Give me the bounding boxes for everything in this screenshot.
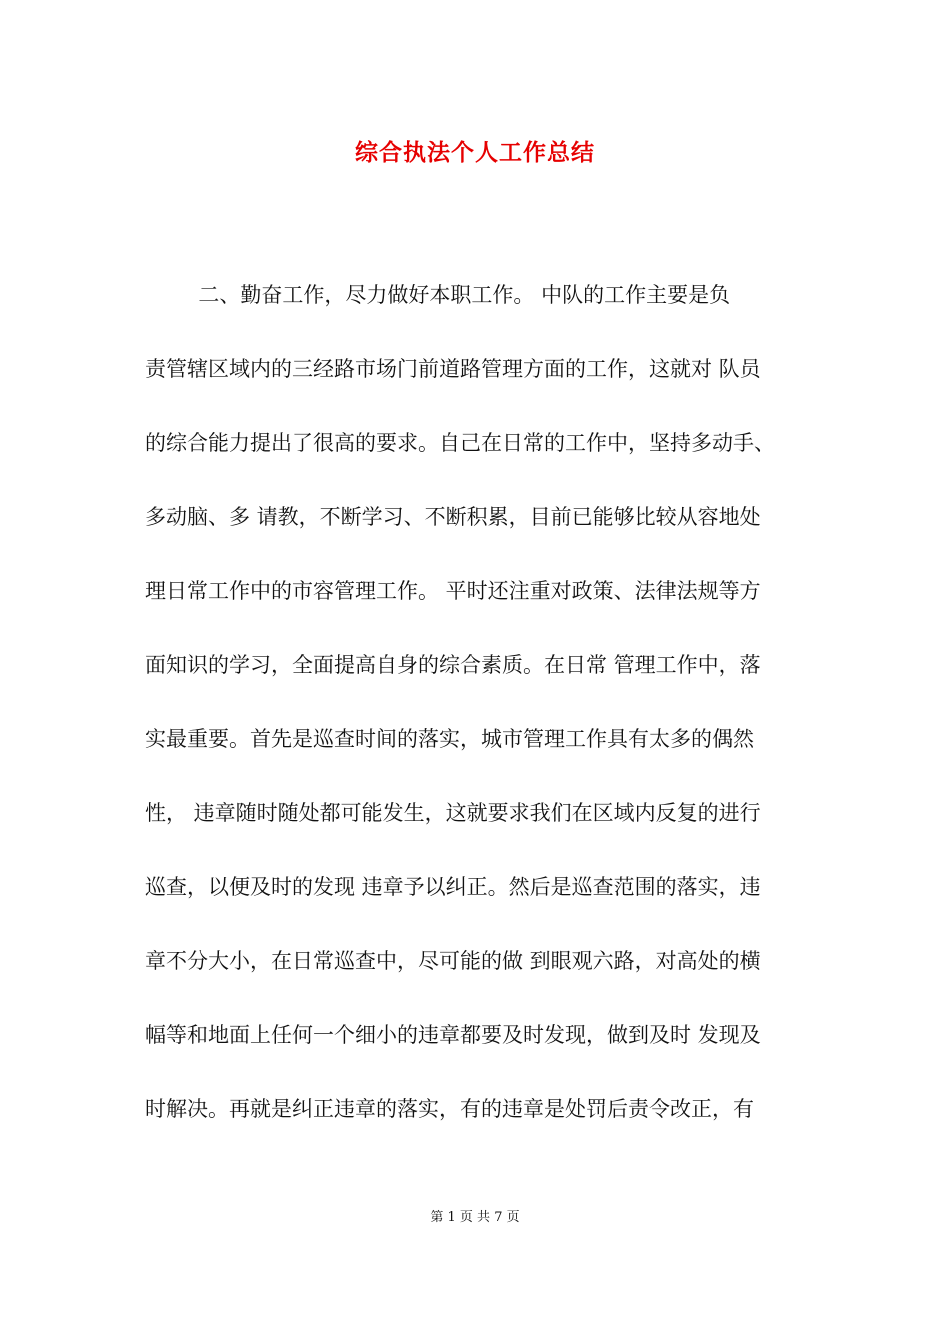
footer-middle: 页 共 bbox=[459, 1210, 491, 1225]
body-line: 责管辖区域内的三经路市场门前道路管理方面的工作，这就对 队员 bbox=[145, 357, 761, 381]
body-line: 的综合能力提出了很高的要求。自己在日常的工作中，坚持多动手、 bbox=[145, 431, 775, 455]
body-line: 实最重要。首先是巡查时间的落实，城市管理工作具有太多的偶然 bbox=[145, 727, 754, 751]
body-line: 章不分大小，在日常巡查中，尽可能的做 到眼观六路，对高处的横 bbox=[145, 949, 761, 973]
body-line: 性， 违章随时随处都可能发生，这就要求我们在区域内反复的进行 bbox=[145, 801, 761, 825]
footer-total-pages: 7 bbox=[494, 1210, 503, 1225]
document-title: 综合执法个人工作总结 bbox=[355, 139, 595, 166]
body-line: 理日常工作中的市容管理工作。 平时还注重对政策、法律法规等方 bbox=[145, 579, 761, 603]
body-line: 幅等和地面上任何一个细小的违章都要及时发现，做到及时 发现及 bbox=[145, 1023, 761, 1047]
body-line: 面知识的学习，全面提高自身的综合素质。在日常 管理工作中，落 bbox=[145, 653, 761, 677]
body-line: 时解决。再就是纠正违章的落实，有的违章是处罚后责令改正，有 bbox=[145, 1097, 754, 1121]
footer-prefix: 第 bbox=[430, 1210, 444, 1225]
body-line: 多动脑、多 请教，不断学习、不断积累，目前已能够比较从容地处 bbox=[145, 505, 761, 529]
footer-current-page: 1 bbox=[447, 1210, 456, 1225]
footer-suffix: 页 bbox=[506, 1210, 520, 1225]
body-line: 巡查，以便及时的发现 违章予以纠正。然后是巡查范围的落实，违 bbox=[145, 875, 761, 899]
body-line: 二、勤奋工作，尽力做好本职工作。 中队的工作主要是负 bbox=[145, 283, 731, 307]
page-footer bbox=[0, 1208, 950, 1228]
